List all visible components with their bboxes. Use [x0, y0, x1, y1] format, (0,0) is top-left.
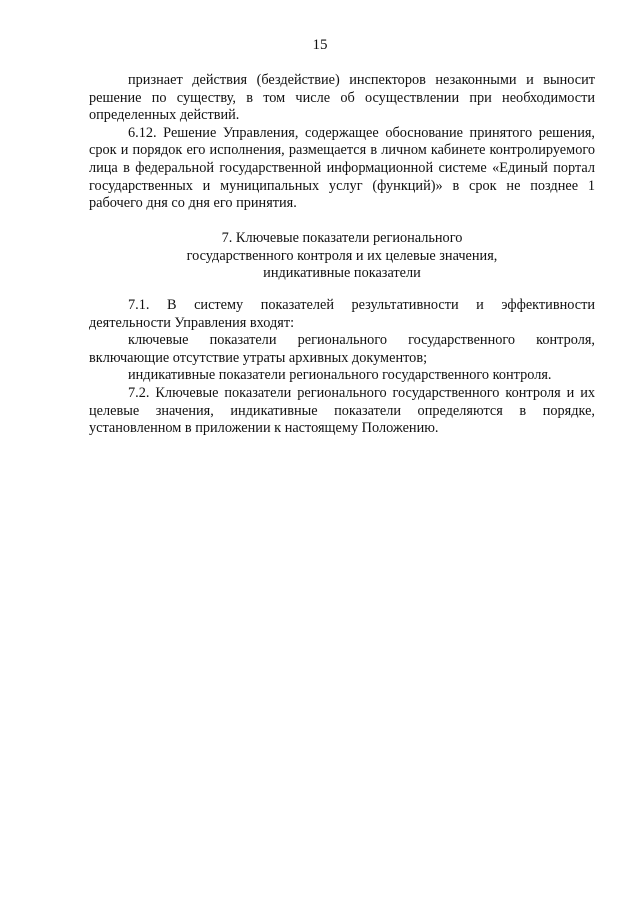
section-7-heading — [89, 230, 595, 283]
heading-line: 7. Ключевые показатели регионального — [221, 230, 463, 246]
heading-line: государственного контроля и их целевые значения, — [186, 247, 498, 264]
paragraph-6-11-continuation: признает действия (бездействие) инспекторов незаконными и выносит решение по существу, в том числе об осуществлении при необходимости определенных действий. — [89, 72, 595, 124]
paragraph-6-12: 6.12. Решение Управления, содержащее обоснование принятого решения, срок и порядок его исполнения, размещается в личном кабинете контролируемого лица в федеральной государственной информационной системе «Единый портал государственных и муниципальных услуг (функций)» в срок не позднее 1 рабочего дня со дня его принятия. — [89, 124, 595, 212]
paragraph-7-1: 7.1. В систему показателей результативности и эффективности деятельности Управления входят: — [89, 297, 595, 331]
section-6-text — [89, 72, 595, 213]
paragraph-indicative-indicators: индикативные показатели регионального государственного контроля. — [128, 367, 552, 384]
heading-line: индикативные показатели — [263, 265, 421, 282]
page-number: 15 — [312, 37, 328, 53]
paragraph-key-indicators: ключевые показатели регионального государственного контроля, включающие отсутствие утраты архивных документов; — [89, 332, 595, 366]
section-7-text — [89, 297, 595, 438]
paragraph-7-2: 7.2. Ключевые показатели регионального государственного контроля и их целевые значения, индикативные показатели определяются в порядке, установленном в приложении к настоящему Положению. — [89, 384, 595, 437]
